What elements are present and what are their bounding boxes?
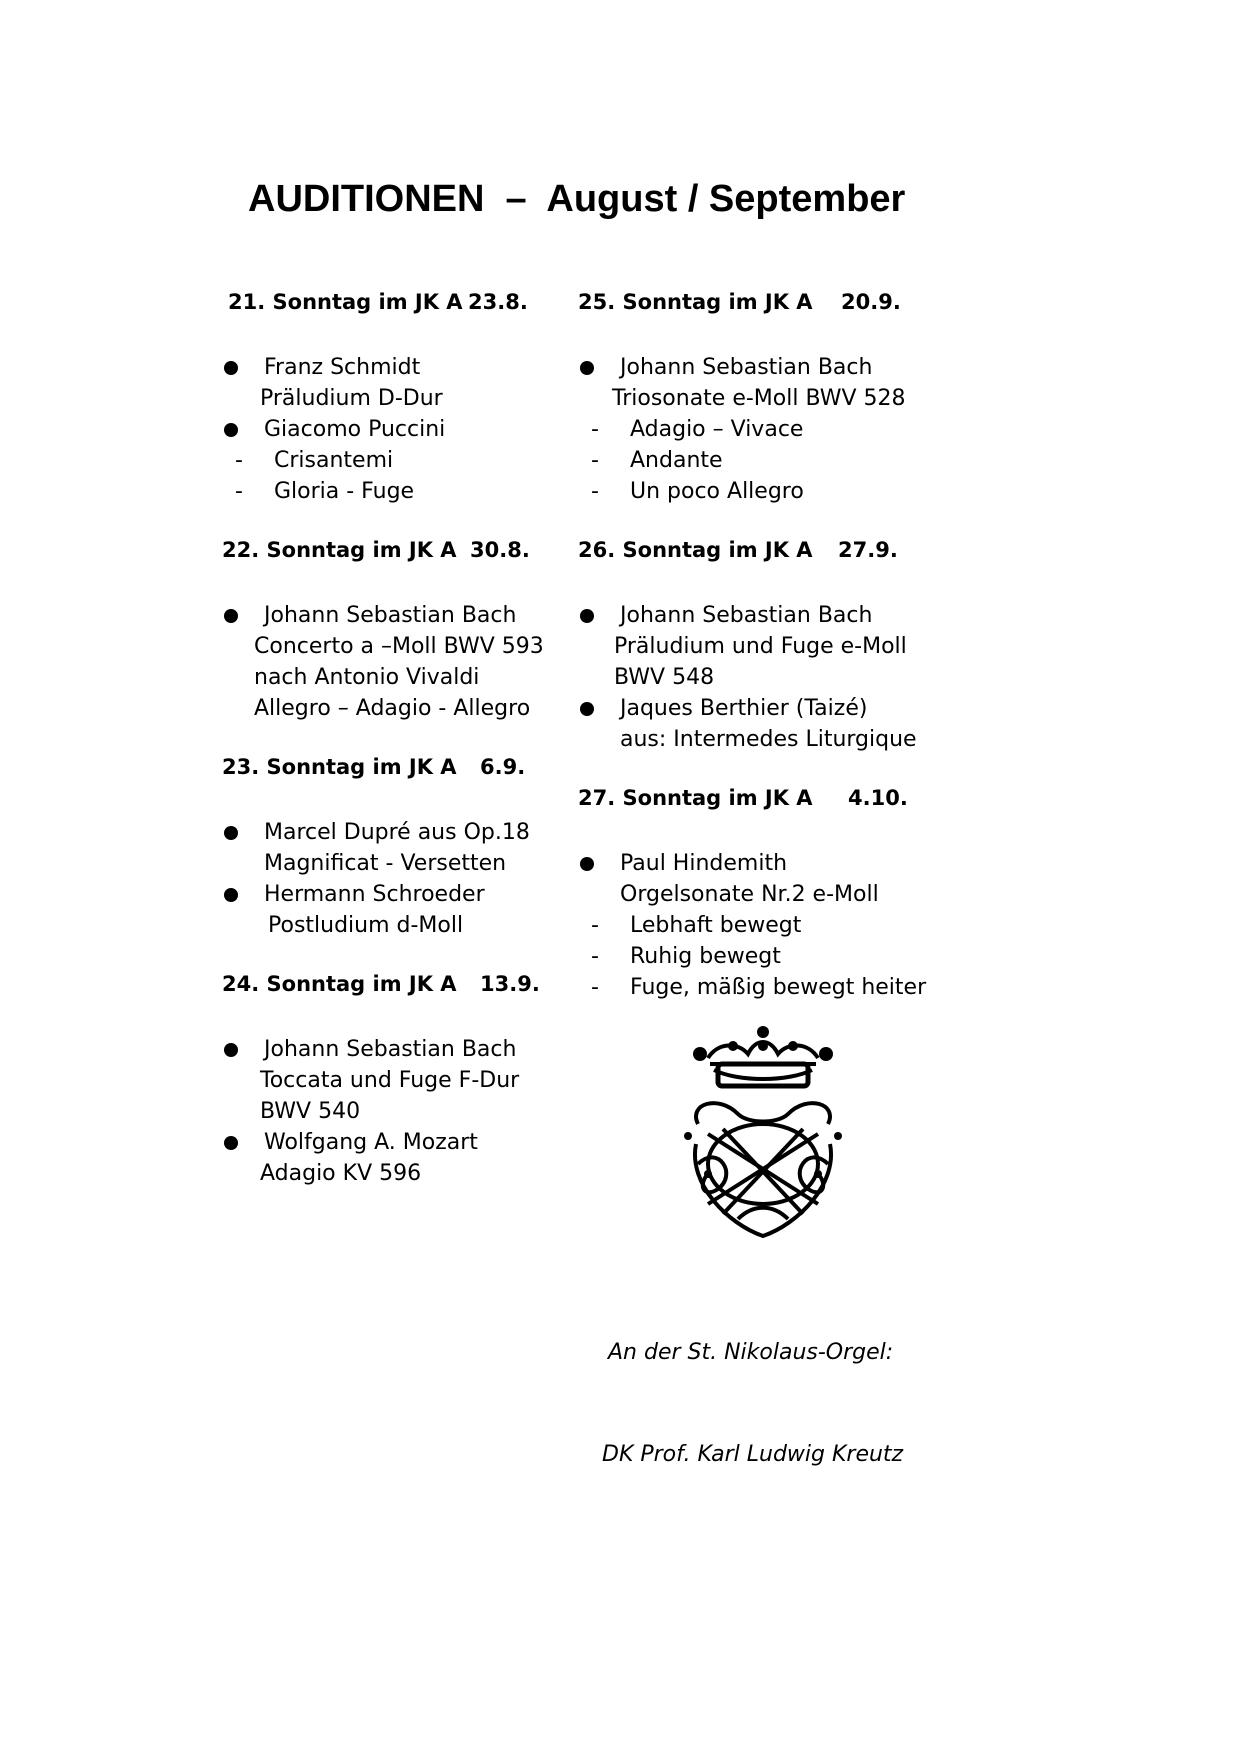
composer-line [222, 600, 582, 631]
service-title: 25. Sonntag im JK A [578, 290, 813, 314]
service-heading [222, 972, 582, 1004]
bullet-icon [580, 609, 594, 623]
composer-name: Paul Hindemith [620, 851, 788, 876]
movement-name: Fuge, mäßig bewegt heiter [630, 975, 927, 1000]
service-heading [578, 786, 938, 818]
service-heading [578, 290, 938, 322]
movement-line [222, 476, 582, 507]
work-line [222, 1096, 582, 1127]
composer-line [578, 693, 938, 724]
composer-line [578, 848, 938, 879]
composer-line [578, 600, 938, 631]
composer-name: Franz Schmidt [264, 355, 421, 380]
composer-name: Johann Sebastian Bach [620, 355, 873, 380]
service-heading [578, 538, 938, 570]
work-line [222, 1065, 582, 1096]
service-title: 22. Sonntag im JK A [222, 538, 457, 562]
movement-line [578, 414, 938, 445]
movement-line [222, 445, 582, 476]
bach-seal-icon [678, 1024, 848, 1246]
work-line [222, 910, 582, 941]
work-title: Orgelsonate Nr.2 e-Moll [620, 882, 879, 907]
movement-line [578, 476, 938, 507]
service-heading [222, 290, 582, 322]
bullet-icon [224, 826, 238, 840]
service-title: 23. Sonntag im JK A [222, 755, 457, 779]
movement-line [578, 910, 938, 941]
service-date: 6.9. [480, 755, 526, 779]
work-line [222, 631, 582, 662]
composer-line [222, 1034, 582, 1065]
work-title: Präludium D-Dur [260, 386, 443, 411]
composer-line [222, 1127, 582, 1158]
work-title: Adagio KV 596 [260, 1161, 422, 1186]
movement-line [578, 972, 938, 1003]
bullet-icon [224, 361, 238, 375]
movement-line [578, 941, 938, 972]
work-title: Präludium und Fuge e-Moll [614, 634, 907, 659]
work-title: Magnificat - Versetten [264, 851, 507, 876]
movement-name: Andante [630, 448, 723, 473]
composer-line [222, 817, 582, 848]
dash-icon: - [591, 448, 599, 473]
work-line [222, 662, 582, 693]
credit-line-1: An der St. Nikolaus-Orgel: [608, 1340, 894, 1365]
bullet-icon [224, 609, 238, 623]
work-line [222, 693, 582, 724]
service-date: 20.9. [841, 290, 901, 314]
work-title: Toccata und Fuge F-Dur [260, 1068, 520, 1093]
dash-icon: - [591, 417, 599, 442]
work-title: Postludium d-Moll [268, 913, 464, 938]
service-date: 27.9. [838, 538, 898, 562]
movement-name: Ruhig bewegt [630, 944, 781, 969]
work-title: aus: Intermedes Liturgique [620, 727, 917, 752]
dash-icon: - [591, 479, 599, 504]
work-line [578, 724, 938, 755]
movement-line [578, 445, 938, 476]
right-column [578, 290, 938, 1003]
composer-line [578, 352, 938, 383]
dash-icon: - [235, 448, 243, 473]
service-title: 21. Sonntag im JK A [228, 290, 463, 314]
bullet-icon [224, 1136, 238, 1150]
movement-name: Crisantemi [274, 448, 394, 473]
service-title: 24. Sonntag im JK A [222, 972, 457, 996]
service-title: 27. Sonntag im JK A [578, 786, 813, 810]
service-date: 4.10. [848, 786, 908, 810]
bullet-icon [580, 702, 594, 716]
composer-name: Jaques Berthier (Taizé) [620, 696, 868, 721]
work-line [222, 1158, 582, 1189]
composer-line [222, 879, 582, 910]
work-title: BWV 548 [614, 665, 715, 690]
work-line [222, 848, 582, 879]
work-line [578, 383, 938, 414]
composer-name: Marcel Dupré aus Op.18 [264, 820, 530, 845]
composer-name: Johann Sebastian Bach [264, 1037, 517, 1062]
composer-line [222, 414, 582, 445]
dash-icon: - [591, 913, 599, 938]
work-line [578, 662, 938, 693]
bullet-icon [580, 857, 594, 871]
bullet-icon [224, 423, 238, 437]
work-title: BWV 540 [260, 1099, 361, 1124]
bullet-icon [224, 1043, 238, 1057]
bullet-icon [580, 361, 594, 375]
credit-line-2: DK Prof. Karl Ludwig Kreutz [602, 1442, 904, 1467]
movement-name: Un poco Allegro [630, 479, 804, 504]
bullet-icon [224, 888, 238, 902]
dash-icon: - [591, 944, 599, 969]
composer-name: Wolfgang A. Mozart [264, 1130, 478, 1155]
dash-icon: - [235, 479, 243, 504]
work-line [578, 631, 938, 662]
composer-name: Johann Sebastian Bach [264, 603, 517, 628]
composer-name: Johann Sebastian Bach [620, 603, 873, 628]
movement-name: Adagio – Vivace [630, 417, 804, 442]
service-title: 26. Sonntag im JK A [578, 538, 813, 562]
composer-name: Giacomo Puccini [264, 417, 446, 442]
page-title: AUDITIONEN – August / September [248, 178, 906, 220]
composer-name: Hermann Schroeder [264, 882, 485, 907]
service-heading [222, 755, 582, 787]
work-title: nach Antonio Vivaldi [254, 665, 480, 690]
work-line [578, 879, 938, 910]
dash-icon: - [591, 975, 599, 1000]
composer-line [222, 352, 582, 383]
service-date: 30.8. [470, 538, 530, 562]
work-line [222, 383, 582, 414]
movement-name: Lebhaft bewegt [630, 913, 802, 938]
service-heading [222, 538, 582, 570]
movement-name: Gloria - Fuge [274, 479, 415, 504]
left-column [222, 290, 582, 1189]
organist-credit [602, 1268, 904, 1506]
service-date: 23.8. [468, 290, 528, 314]
work-title: Triosonate e-Moll BWV 528 [612, 386, 906, 411]
work-title: Concerto a –Moll BWV 593 [254, 634, 544, 659]
service-date: 13.9. [480, 972, 540, 996]
work-title: Allegro – Adagio - Allegro [254, 696, 531, 721]
